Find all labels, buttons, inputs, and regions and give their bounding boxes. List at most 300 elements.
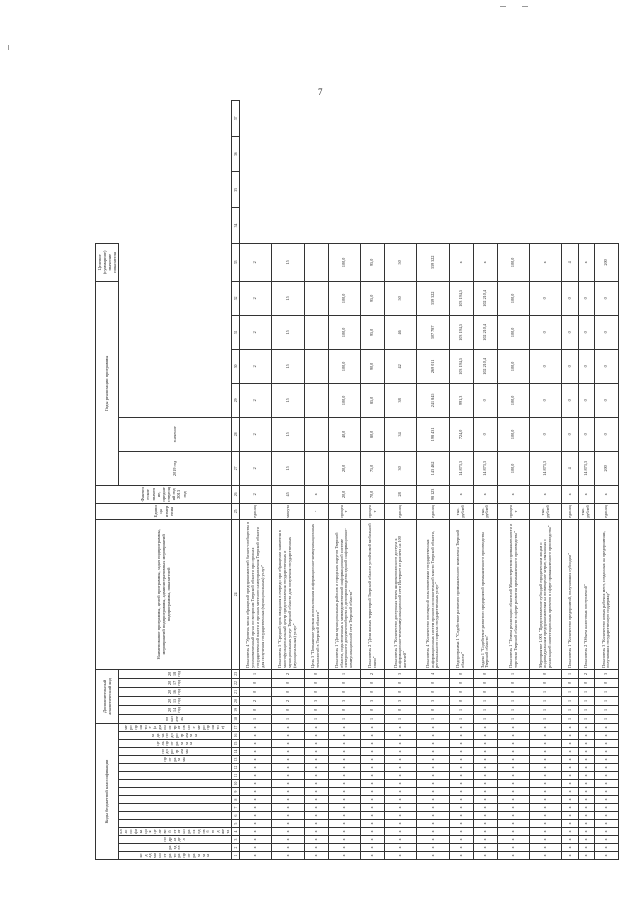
year-value-cell: 95,0 — [361, 281, 385, 315]
year-value-cell: 143 462 — [417, 451, 449, 485]
year-value-cell: 0 — [562, 315, 578, 349]
budget-code-cell: x — [328, 836, 360, 844]
prior-value-cell: 2 — [240, 485, 272, 503]
additional-code-cell: 1 — [497, 669, 529, 678]
prior-value-cell: x — [497, 485, 529, 503]
column-number: 36 — [232, 136, 240, 172]
budget-code-cell: x — [361, 780, 385, 788]
additional-subheader: цель программы — [118, 740, 231, 748]
year-value-cell: 0 — [530, 383, 562, 417]
budget-code-cell: x — [473, 732, 497, 740]
year-value-cell: 200 — [594, 451, 618, 485]
year-value-cell: 30 — [385, 451, 417, 485]
budget-code-cell: x — [240, 852, 272, 860]
budget-code-cell: x — [594, 756, 618, 764]
year-value-cell: 991,3 — [449, 383, 473, 417]
year-value-cell: 38 — [385, 383, 417, 417]
table-row — [562, 101, 578, 860]
year-value-cell: 0 — [594, 281, 618, 315]
budget-subheader — [118, 804, 231, 812]
additional-code-cell: 0 — [594, 678, 618, 687]
budget-code-cell: x — [530, 740, 562, 748]
target-value-cell: 15 — [272, 243, 304, 281]
year-value-cell: 15 — [272, 383, 304, 417]
table-row — [449, 101, 473, 860]
budget-code-cell: x — [240, 796, 272, 804]
budget-code-cell: x — [272, 780, 304, 788]
additional-code-cell: 1 — [530, 714, 562, 723]
additional-code-cell: 1 — [594, 696, 618, 705]
unit-cell: единиц — [240, 503, 272, 519]
budget-code-cell: x — [304, 804, 328, 812]
budget-code-cell: x — [417, 756, 449, 764]
target-header: Целевое (суммарное) значение показателя — [96, 243, 119, 281]
year-value-cell: 100,0 — [328, 383, 360, 417]
column-number: 37 — [232, 101, 240, 137]
header-sub-row — [118, 101, 231, 860]
additional-code-cell: 2 — [272, 696, 304, 705]
year-value-cell: 2 — [240, 383, 272, 417]
table-row — [594, 101, 618, 860]
additional-code-cell: 1 — [578, 705, 594, 714]
column-number: 8 — [232, 796, 240, 804]
budget-code-cell: x — [304, 740, 328, 748]
budget-code-cell: x — [385, 844, 417, 852]
budget-code-cell: x — [417, 828, 449, 836]
budget-code-cell: x — [272, 844, 304, 852]
program-item-name: Задача 1 "Содействие развитию предприятий промышленного производства Тверской области" — [473, 519, 497, 669]
unit-cell: тыс. рублей — [578, 503, 594, 519]
year-value-cell: 14 873,3 — [530, 451, 562, 485]
additional-code-cell: 0 — [497, 678, 529, 687]
additional-code-cell: 0 — [304, 687, 328, 696]
budget-code-cell: x — [328, 723, 360, 731]
budget-subheader: классификация целевой статьи расходов бюджета — [118, 829, 230, 834]
year-value-cell — [304, 451, 328, 485]
additional-code-cell: 0 — [417, 705, 449, 714]
column-number: 15 — [232, 740, 240, 748]
column-number: 26 — [232, 485, 240, 503]
program-item-name: Показатель 1 "Темпы реализации областной Министерством промышленности и торговли Тверской области в сфере развития промышленного производства" — [497, 519, 529, 669]
additional-code-cell: 2 — [240, 696, 272, 705]
budget-code-cell: x — [361, 836, 385, 844]
unit-header: Единица измерения — [96, 503, 232, 519]
budget-code-cell: x — [594, 812, 618, 820]
additional-code-cell: 0 — [473, 669, 497, 678]
additional-code-cell: 0 — [449, 669, 473, 678]
year-value-cell: 100,0 — [328, 281, 360, 315]
additional-code-cell: 3 — [385, 669, 417, 678]
budget-code-cell: x — [385, 852, 417, 860]
additional-code-cell: 1 — [473, 705, 497, 714]
budget-code-cell: x — [328, 772, 360, 780]
budget-code-cell: x — [578, 788, 594, 796]
budget-code-cell: x — [272, 723, 304, 731]
additional-code-cell: 3 — [385, 696, 417, 705]
column-number: 33 — [232, 243, 240, 281]
year-value-cell: 0 — [578, 383, 594, 417]
budget-code-cell: x — [473, 748, 497, 756]
year-value-cell: 0 — [594, 417, 618, 451]
budget-code-cell: x — [578, 804, 594, 812]
budget-code-cell: x — [361, 723, 385, 731]
budget-code-cell: x — [578, 748, 594, 756]
year-value-cell: 15 — [272, 281, 304, 315]
budget-code-cell: x — [562, 780, 578, 788]
target-value-cell: 4 — [562, 243, 578, 281]
budget-code-cell: x — [417, 836, 449, 844]
budget-code-cell: x — [473, 756, 497, 764]
budget-code-cell: x — [530, 756, 562, 764]
budget-code-cell: x — [361, 756, 385, 764]
additional-code-cell: 0 — [473, 678, 497, 687]
budget-code-cell: x — [449, 852, 473, 860]
year-value-cell — [304, 281, 328, 315]
budget-code-cell: x — [417, 788, 449, 796]
table-row — [240, 101, 272, 860]
budget-code-cell: x — [530, 772, 562, 780]
budget-code-cell: x — [328, 740, 360, 748]
budget-code-cell: x — [385, 780, 417, 788]
budget-code-cell: x — [562, 844, 578, 852]
budget-code-cell: x — [449, 836, 473, 844]
additional-code-cell: 1 — [562, 669, 578, 678]
additional-subheader: показатель — [118, 714, 231, 723]
years-header: Годы реализации программы — [96, 281, 119, 485]
budget-code-cell: x — [473, 772, 497, 780]
budget-code-cell: x — [578, 820, 594, 828]
unit-cell: процент — [328, 503, 360, 519]
year-value-cell: 100,0 — [328, 315, 360, 349]
year-value-cell: 0 — [530, 281, 562, 315]
budget-code-cell: x — [328, 796, 360, 804]
budget-code-cell: x — [497, 764, 529, 772]
budget-code-cell: x — [449, 732, 473, 740]
year-value-cell: 0 — [594, 349, 618, 383]
budget-code-cell: x — [497, 796, 529, 804]
prior-value-cell: x — [449, 485, 473, 503]
budget-code-cell: x — [385, 723, 417, 731]
budget-code-cell: x — [304, 820, 328, 828]
additional-code-cell: 2 — [578, 669, 594, 678]
budget-subheader — [118, 772, 231, 780]
additional-code-cell: 0 — [385, 678, 417, 687]
additional-code-cell: 0 — [473, 687, 497, 696]
year-value-cell: 0 — [473, 383, 497, 417]
additional-code-cell: 0 — [449, 687, 473, 696]
year-value-cell: 102 210,4 — [473, 349, 497, 383]
budget-code-cell: x — [272, 804, 304, 812]
column-number: 21 — [232, 687, 240, 696]
budget-code-cell: x — [328, 820, 360, 828]
year-value-cell: 85,0 — [361, 383, 385, 417]
additional-codes-header: Дополнительный аналитический код — [96, 669, 119, 723]
budget-code-cell: x — [578, 852, 594, 860]
budget-code-cell: x — [361, 796, 385, 804]
prior-value-cell: x — [304, 485, 328, 503]
year-value-cell: 0 — [594, 315, 618, 349]
additional-code-cell: 3 — [328, 696, 360, 705]
budget-code-cell: x — [497, 780, 529, 788]
program-table — [95, 100, 619, 860]
budget-code-cell: x — [497, 723, 529, 731]
budget-code-cell: x — [473, 852, 497, 860]
budget-code-cell: x — [240, 732, 272, 740]
budget-code-cell: x — [449, 844, 473, 852]
budget-code-cell: x — [240, 812, 272, 820]
budget-code-cell: x — [594, 804, 618, 812]
budget-code-cell: x — [385, 820, 417, 828]
program-item-name: Показатель 2 "Доля жилых территорий Тверской области устойчивой мобильной связи" — [361, 519, 385, 669]
prior-value-cell: x — [578, 485, 594, 503]
additional-code-cell: 1 — [328, 669, 360, 678]
budget-code-cell: x — [361, 828, 385, 836]
budget-code-cell: x — [562, 788, 578, 796]
budget-code-cell: x — [578, 780, 594, 788]
budget-code-cell: x — [417, 844, 449, 852]
year-value-cell: 20,0 — [328, 451, 360, 485]
budget-code-cell: x — [530, 812, 562, 820]
budget-code-cell: x — [240, 844, 272, 852]
budget-code-cell: x — [530, 732, 562, 740]
budget-code-cell: x — [530, 836, 562, 844]
additional-code-cell: 1 — [497, 696, 529, 705]
budget-code-cell: x — [417, 804, 449, 812]
year-value-cell: 198 431 — [417, 417, 449, 451]
year-value-cell: 241 845 — [417, 383, 449, 417]
year-value-cell: 103 194,5 — [449, 281, 473, 315]
budget-code-cell: x — [449, 748, 473, 756]
additional-code-cell: 1 — [361, 714, 385, 723]
budget-code-cell: x — [449, 812, 473, 820]
header-group-row — [96, 101, 119, 860]
budget-code-cell: x — [497, 812, 529, 820]
year-header: 2019 год — [118, 451, 231, 485]
budget-code-cell: x — [328, 828, 360, 836]
budget-code-cell: x — [240, 804, 272, 812]
budget-code-cell: x — [328, 748, 360, 756]
year-value-cell: 0 — [562, 383, 578, 417]
column-number: 10 — [232, 780, 240, 788]
additional-code-cell: 1 — [449, 714, 473, 723]
year-value-cell: 100,0 — [497, 417, 529, 451]
column-number: 4 — [232, 828, 240, 836]
year-value-cell: 2 — [240, 315, 272, 349]
budget-code-cell: x — [272, 732, 304, 740]
budget-code-cell: x — [240, 788, 272, 796]
budget-code-cell: x — [417, 796, 449, 804]
year-value-cell: 0 — [562, 349, 578, 383]
budget-code-cell: x — [530, 723, 562, 731]
budget-code-cell: x — [497, 788, 529, 796]
budget-code-cell: x — [272, 788, 304, 796]
column-number: 14 — [232, 748, 240, 756]
year-header: 2014 год — [118, 705, 231, 714]
year-value-cell: 2 — [240, 281, 272, 315]
additional-code-cell: 1 — [530, 696, 562, 705]
year-value-cell: 0 — [530, 417, 562, 451]
budget-code-cell: x — [304, 748, 328, 756]
year-value-cell: 90,0 — [361, 349, 385, 383]
budget-code-cell: x — [328, 756, 360, 764]
table-row — [385, 101, 417, 860]
year-value-cell: 0 — [578, 315, 594, 349]
budget-code-cell: x — [578, 836, 594, 844]
budget-code-cell: x — [562, 748, 578, 756]
column-number: 1 — [232, 852, 240, 860]
unit-cell: единиц — [417, 503, 449, 519]
budget-code-cell: x — [594, 780, 618, 788]
budget-code-cell: x — [497, 732, 529, 740]
budget-code-cell: x — [530, 828, 562, 836]
additional-subheader: задача подпрограммы — [118, 732, 231, 740]
budget-code-cell: x — [361, 820, 385, 828]
budget-code-cell: x — [562, 764, 578, 772]
table-row — [272, 101, 304, 860]
budget-code-cell: x — [328, 812, 360, 820]
budget-subheader — [118, 820, 231, 828]
table-row — [497, 101, 529, 860]
budget-code-cell: x — [594, 748, 618, 756]
unit-cell: минута — [272, 503, 304, 519]
unit-cell: тыс. рублей — [449, 503, 473, 519]
budget-code-cell: x — [497, 844, 529, 852]
target-value-cell: 200 — [594, 243, 618, 281]
budget-code-cell: x — [530, 748, 562, 756]
column-number: 6 — [232, 812, 240, 820]
column-number: 3 — [232, 836, 240, 844]
year-value-cell: 15 — [272, 451, 304, 485]
column-number: 19 — [232, 705, 240, 714]
column-number: 35 — [232, 172, 240, 208]
budget-code-cell: x — [497, 852, 529, 860]
additional-code-cell: 1 — [272, 714, 304, 723]
column-number: 18 — [232, 714, 240, 723]
additional-code-cell: 1 — [578, 696, 594, 705]
budget-subheader — [118, 780, 231, 788]
target-value-cell: 2 — [240, 243, 272, 281]
additional-code-cell: 1 — [530, 687, 562, 696]
budget-code-cell: x — [562, 732, 578, 740]
additional-code-cell: 1 — [328, 714, 360, 723]
page-number: 7 — [318, 87, 323, 97]
budget-code-cell: x — [473, 812, 497, 820]
budget-code-cell: x — [304, 796, 328, 804]
additional-code-cell: 0 — [449, 678, 473, 687]
budget-code-cell: x — [240, 748, 272, 756]
budget-code-cell: x — [304, 732, 328, 740]
budget-code-cell: x — [594, 723, 618, 731]
year-header: 2015 год — [118, 696, 231, 705]
column-number: 22 — [232, 678, 240, 687]
budget-code-cell: x — [304, 812, 328, 820]
prior-value-cell: x — [473, 485, 497, 503]
budget-code-cell: x — [304, 764, 328, 772]
unit-cell: - — [304, 503, 328, 519]
budget-code-cell: x — [578, 732, 594, 740]
budget-code-cell: x — [578, 844, 594, 852]
budget-code-cell: x — [240, 740, 272, 748]
additional-code-cell: 0 — [304, 705, 328, 714]
budget-code-cell: x — [361, 732, 385, 740]
table-row — [473, 101, 497, 860]
year-value-cell: 46 — [385, 315, 417, 349]
additional-code-cell: 0 — [304, 669, 328, 678]
column-number: 29 — [232, 383, 240, 417]
budget-code-cell: x — [385, 836, 417, 844]
additional-code-cell: 0 — [562, 678, 578, 687]
year-value-cell: 2 — [240, 451, 272, 485]
year-header: 2016 год — [118, 687, 231, 696]
budget-code-cell: x — [361, 740, 385, 748]
additional-code-cell: 0 — [240, 705, 272, 714]
scan-mark — [500, 6, 506, 7]
additional-code-cell: 1 — [562, 696, 578, 705]
budget-code-cell: x — [417, 812, 449, 820]
budget-code-cell: x — [385, 796, 417, 804]
budget-code-cell: x — [530, 780, 562, 788]
additional-code-cell: 1 — [240, 669, 272, 678]
budget-code-cell: x — [272, 796, 304, 804]
budget-code-cell: x — [594, 836, 618, 844]
additional-code-cell: 1 — [497, 714, 529, 723]
prior-value-cell: 98 123 — [417, 485, 449, 503]
budget-subheader — [118, 796, 231, 804]
budget-code-cell: x — [449, 780, 473, 788]
additional-code-cell: 1 — [473, 714, 497, 723]
additional-code-cell: 1 — [594, 705, 618, 714]
additional-code-cell: 2 — [272, 669, 304, 678]
budget-code-cell: x — [361, 812, 385, 820]
year-value-cell — [304, 417, 328, 451]
budget-code-cell: x — [594, 820, 618, 828]
program-item-name: Показатель 3 "Количество новых рабочих мест, созданных на предприятиях, получивших государственную поддержку" — [594, 519, 618, 669]
additional-code-cell: 1 — [449, 705, 473, 714]
additional-code-cell: 0 — [272, 705, 304, 714]
prior-value-header: Фактическое значение, предшествующий год 2013 год — [96, 485, 232, 503]
budget-code-cell: x — [562, 723, 578, 731]
budget-code-cell: x — [361, 788, 385, 796]
additional-code-cell: 3 — [417, 696, 449, 705]
budget-code-cell: x — [272, 756, 304, 764]
target-value-cell: x — [578, 243, 594, 281]
budget-code-cell: x — [385, 828, 417, 836]
additional-code-cell: 0 — [240, 678, 272, 687]
additional-code-cell: 0 — [272, 687, 304, 696]
budget-code-cell: x — [304, 723, 328, 731]
budget-code-cell: x — [473, 828, 497, 836]
budget-code-cell: x — [594, 844, 618, 852]
year-value-cell: 0 — [578, 349, 594, 383]
budget-code-cell: x — [594, 788, 618, 796]
budget-code-cell: x — [594, 732, 618, 740]
column-number: 16 — [232, 732, 240, 740]
additional-code-cell: 2 — [361, 669, 385, 678]
year-value-cell: 0 — [530, 349, 562, 383]
budget-code-cell: x — [473, 788, 497, 796]
budget-code-cell: x — [328, 780, 360, 788]
program-item-name: Показатель 2 "Объем налоговых поступлений" — [578, 519, 594, 669]
additional-code-cell: 1 — [417, 714, 449, 723]
budget-code-cell: x — [594, 764, 618, 772]
budget-codes-header: Коды бюджетной классификации — [96, 723, 119, 859]
target-value-cell: 50 — [385, 243, 417, 281]
budget-code-cell: x — [530, 844, 562, 852]
year-header: 2017 год — [118, 678, 231, 687]
year-value-cell: 103 194,5 — [449, 349, 473, 383]
year-value-cell: 339 322 — [417, 281, 449, 315]
budget-code-cell: x — [578, 796, 594, 804]
